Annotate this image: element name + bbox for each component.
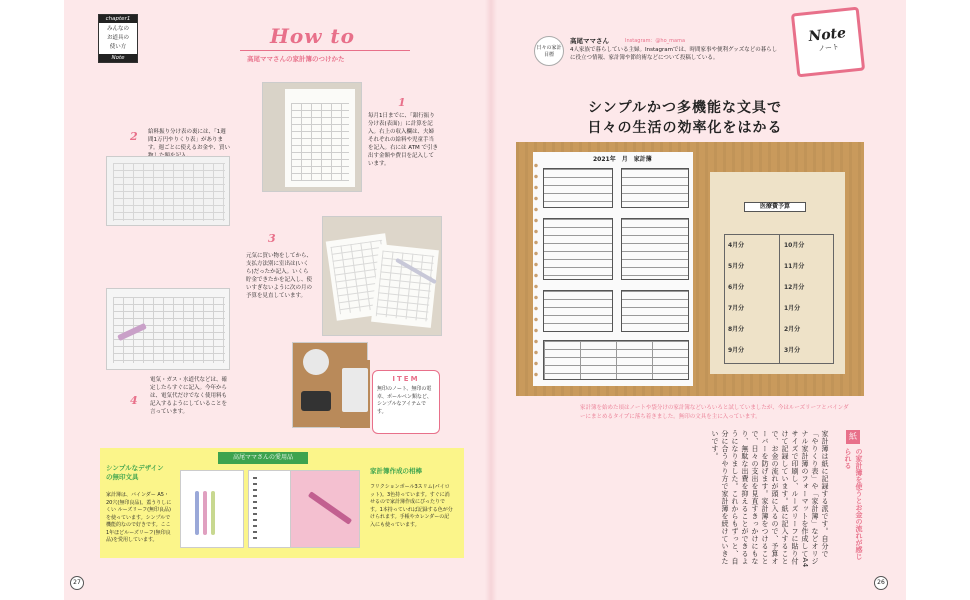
month-label: 2月分 (784, 326, 801, 333)
item-box-title: ITEM (392, 375, 420, 383)
step1-photo (262, 82, 362, 192)
favorites-b-text: フリクションボール3スリム(パイロット)。3色持っています。すぐに消せるので家計簿作成にぴったりです。1本持っていれば記録する色が分けられます。手帳やカレンダーの記入にも使っています。 (370, 484, 453, 528)
page-number-left: 27 (70, 576, 84, 590)
photo-caption: 家計簿を始めた頃はノートや袋分けの家計簿などいろいろと試していましたが、今はルーズリーフとバインダーにまとめるタイプに落ち着きました。無印の文具を主に入っています。 (580, 405, 849, 420)
step3-photo (322, 216, 442, 336)
month-label: 4月分 (728, 242, 745, 249)
step-number-3: 3 (268, 232, 276, 245)
month-label: 9月分 (728, 347, 745, 354)
note-badge-title: Note (807, 25, 847, 45)
chapter-label: chapter1 (99, 15, 137, 23)
favorites-b-heading: 家計簿作成の相棒 (370, 467, 422, 475)
step-number-4: 4 (130, 394, 138, 407)
pen-photo (290, 470, 360, 548)
ledger-sheet (285, 89, 355, 187)
step2-text: 給料振り分け表の裏には、「1週間1万円やりくり表」があります。週ごとに使えるお金や、買い (148, 129, 230, 151)
avatar: 日々の家計目標 (534, 36, 564, 66)
howto-subtitle: 高尾ママさんの家計簿のつけかた (247, 55, 345, 63)
wallet (301, 391, 331, 411)
step3-text: 元気に買い物をしてから、支払方法別に室出は(いくら)だったか記入。いくら貯金できたかを記入し、使いすぎないように次の月の予算を見直しています。 (246, 253, 313, 299)
pen (195, 491, 199, 535)
note-badge (791, 7, 865, 78)
favorites-a-heading: シンプルなデザインの無印文具 (106, 464, 164, 481)
item-box (372, 370, 440, 434)
headline-line: シンプルかつ多機能な文具で (587, 100, 783, 116)
pen (203, 491, 207, 535)
author-bio: 4人家族で暮らしている主婦。Instagramでは、時間家事や便利グッズなどの暮らしに役立つ情報、家計簿や節約術などについて投稿している。 (570, 47, 778, 61)
month-label: 5月分 (728, 263, 745, 270)
chapter-text-line: みんなの (106, 26, 129, 32)
budget-envelope (710, 172, 845, 374)
calculator-photo (340, 360, 370, 428)
side-heading: の家計簿を使うとお金の流れが感じられる (844, 448, 863, 560)
page-gutter (485, 0, 497, 600)
month-label: 10月分 (784, 242, 805, 249)
chapter-text-line: 使い方 (109, 44, 127, 50)
chapter-note: Note (99, 54, 137, 62)
divider (240, 50, 410, 51)
chapter-text-line: お道具の (106, 35, 129, 41)
ledger-sheet (371, 244, 439, 328)
step4-text: 電気・ガス・水道代などは、確定したらすぐに記入。今年からは、電気代だけでなく使用料も記入するようにしていることを言っています。 (150, 377, 228, 415)
chapter-text (99, 23, 137, 54)
step-number-1: 1 (398, 96, 406, 109)
headline (520, 98, 850, 138)
step-number-2: 2 (130, 130, 138, 143)
month-label: 6月分 (728, 284, 745, 291)
ledger-sheet (533, 152, 693, 386)
sheet-title: 2021年 月 家計簿 (593, 156, 652, 163)
favorites-a-text: 家計簿は、バインダー A5・20穴(無印良品)。蓋うりしにくい ルーズリーフ(無印良品)を使っています。シンプルで機能的なので好きです。ここ1年ほどルーズリーフ(無印良品)を愛用しています。 (106, 492, 172, 543)
body-text: 家計簿は紙に記録する派です。自分で「やりくり表」や「家計簿」などオリジナル家計簿のフォーマットを作成してA4サイズで印刷し、ルーズリーフに貼り付けて記録しています。紙に記入することで、お金の流れが頭に入るので、予算オーバーを防げます。家計簿をつけることで、日々の支出を見直すきっかけにもなり、無駄な出費を抑えることができるようになりました。これからもずっと、自分に合うやり方で家計簿を続けていきたいです。 (711, 430, 829, 568)
side-heading-kami: 紙 (846, 430, 860, 444)
item-box-text: 無印のノート、無印の電卓、ボールペン類など、シンプルなアイテムです。 (377, 386, 432, 415)
pen (211, 491, 215, 535)
month-label: 12月分 (784, 284, 805, 291)
author-name: 高尾ママさん (570, 37, 609, 45)
headline-line: 日々の生活の効率化をはかる (587, 120, 783, 136)
clock-icon (303, 349, 329, 375)
favorites-title: 高尾ママさんの愛用品 (218, 452, 308, 464)
month-label: 1月分 (784, 305, 801, 312)
calculator-icon (342, 368, 368, 412)
step1-text: 毎月1日までに、「銀行振り分け表(表面)」に計算を記入。右上の収入欄は、夫婦それぞれの給料や児童手当を記入。右には ATM で引き出す金額や費目を記入しています。 (368, 113, 438, 167)
month-label: 3月分 (784, 347, 801, 354)
note-badge-sub: ノート (817, 42, 840, 54)
page-number-right: 26 (874, 576, 888, 590)
howto-title: How to (270, 24, 355, 48)
step2-photo (106, 156, 230, 226)
month-label: 7月分 (728, 305, 745, 312)
chapter-tab (98, 14, 138, 63)
month-label: 11月分 (784, 263, 805, 270)
instagram-handle: Instagram：@ho_mama (625, 38, 686, 44)
month-label: 8月分 (728, 326, 745, 333)
binder-photo (180, 470, 244, 548)
step4-photo (106, 288, 230, 370)
pen (308, 491, 352, 525)
envelope-label: 医療費予算 (744, 202, 806, 212)
